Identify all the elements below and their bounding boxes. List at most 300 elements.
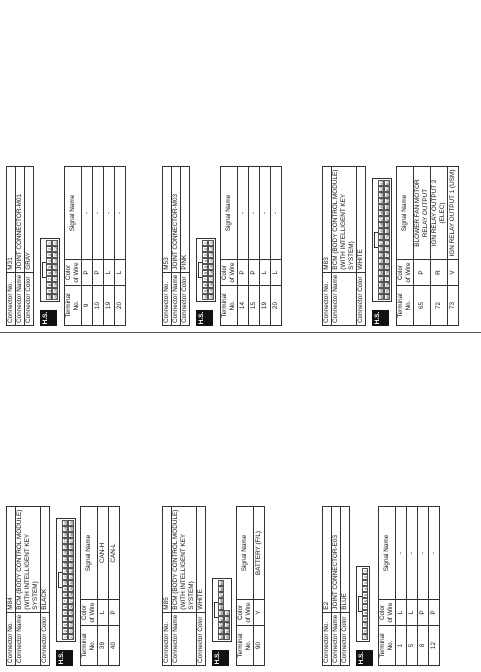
pin: 3 xyxy=(48,253,52,257)
header-value-color: BLACK xyxy=(41,507,50,613)
header-label: Connector Color xyxy=(25,272,34,325)
header-value-name: BCM (BODY CONTROL MODULE) (WITH INTELLIGENT KEY SYSTEM) xyxy=(172,507,197,613)
signal-name: BLOWER FAN MOTOR RELAY OUTPUT xyxy=(414,167,431,260)
header-value-color: WHITE xyxy=(197,507,206,613)
pin: 10 xyxy=(48,294,52,299)
pin: 50 xyxy=(380,234,384,239)
pin: 84 xyxy=(220,634,224,639)
pin-row xyxy=(384,180,390,300)
connector-face-row xyxy=(356,356,374,666)
pin-row xyxy=(68,520,74,640)
pin: 64 xyxy=(386,198,390,203)
pin: 52 xyxy=(380,246,384,251)
wire-color: P xyxy=(418,600,429,626)
col-color-of-wire: Color of Wire xyxy=(379,600,396,626)
terminal-row xyxy=(271,167,282,326)
pin: 10 xyxy=(64,580,68,585)
terminal-table xyxy=(396,166,459,326)
connector-face-row xyxy=(196,16,216,326)
connector-face-diagram xyxy=(356,566,370,642)
col-signal-name: Signal Name xyxy=(65,167,82,260)
terminal-table xyxy=(220,166,282,326)
col-color-of-wire: Color of Wire xyxy=(81,600,98,626)
pin: 80 xyxy=(386,294,390,299)
terminal-no: 19 xyxy=(104,286,115,326)
pin: 9 xyxy=(364,617,368,621)
wire-color: L xyxy=(98,600,109,626)
pin: 43 xyxy=(380,192,384,197)
signal-name: - xyxy=(249,167,260,260)
terminal-no: 9 xyxy=(82,286,93,326)
header-label: Connector Color xyxy=(41,612,50,665)
pin: 5 xyxy=(364,593,368,597)
pin: 3 xyxy=(364,581,368,585)
pin: 36 xyxy=(70,544,74,549)
pin: 55 xyxy=(380,264,384,269)
terminal-table xyxy=(80,506,120,666)
signal-name: IGN RELAY OUTPUT 2 (ELEC) xyxy=(431,167,448,260)
pin: 8 xyxy=(204,283,208,287)
signal-name: - xyxy=(82,167,93,260)
terminal-no: 15 xyxy=(249,286,260,326)
terminal-no: 19 xyxy=(260,286,271,326)
terminal-row xyxy=(448,167,459,326)
column-divider xyxy=(0,332,481,333)
connector-face-diagram xyxy=(372,178,392,302)
connector-block-m83 xyxy=(322,16,459,326)
pin: 28 xyxy=(70,592,74,597)
pin: 5 xyxy=(204,265,208,269)
wire-color: Y xyxy=(254,600,265,626)
signal-name: - xyxy=(260,167,271,260)
col-signal-name: Signal Name xyxy=(81,507,98,600)
wire-color: P xyxy=(249,260,260,286)
connector-face-diagram xyxy=(196,238,216,302)
connector-face-row xyxy=(56,356,76,666)
pin: 45 xyxy=(380,204,384,209)
pin: 21 xyxy=(70,634,74,639)
pin: 7 xyxy=(64,599,68,603)
pin: 58 xyxy=(380,282,384,287)
header-value-no: M84 xyxy=(7,507,16,613)
header-label: Connector No. xyxy=(163,612,172,665)
pin: 8 xyxy=(364,611,368,615)
header-label: Connector Name xyxy=(16,612,41,665)
terminal-row xyxy=(418,507,429,666)
pin: 9 xyxy=(64,587,68,591)
pin-row xyxy=(362,568,368,640)
pin: 79 xyxy=(386,288,390,293)
terminal-no: 10 xyxy=(93,286,104,326)
connector-header xyxy=(6,166,34,326)
terminal-no: 73 xyxy=(448,286,459,326)
wire-color: L xyxy=(104,260,115,286)
pin: 48 xyxy=(380,222,384,227)
pin: 11 xyxy=(364,629,368,633)
pin: 11 xyxy=(210,241,214,245)
connector-face-row xyxy=(40,16,60,326)
pin: 14 xyxy=(54,258,58,263)
pin: 56 xyxy=(380,270,384,275)
terminal-table xyxy=(236,506,265,666)
pin: 17 xyxy=(64,538,68,543)
connector-block-m31 xyxy=(6,16,126,326)
header-label: Connector No. xyxy=(163,272,172,325)
connector-face-row xyxy=(372,16,392,326)
header-value-no: E2 xyxy=(323,507,332,613)
pin: 42 xyxy=(380,186,384,191)
pin: 2 xyxy=(48,247,52,251)
header-value-name: JOINT CONNECTOR-E03 xyxy=(332,507,341,613)
header-value-no: M83 xyxy=(323,167,332,273)
pin: 30 xyxy=(70,580,74,585)
pin: 44 xyxy=(380,198,384,203)
pin: 92 xyxy=(226,616,230,621)
pin: 89 xyxy=(220,604,224,609)
col-terminal-no: Terminal No. xyxy=(81,626,98,666)
pin: 22 xyxy=(70,628,74,633)
wire-color: L xyxy=(396,600,407,626)
signal-name: - xyxy=(407,507,418,600)
connector-block-e2 xyxy=(322,356,440,666)
signal-name: IGN RELAY OUTPUT 1 (USM) xyxy=(448,167,459,260)
wire-color: L xyxy=(271,260,282,286)
pin: 83 xyxy=(220,628,224,633)
col-color-of-wire: Color of Wire xyxy=(397,260,414,286)
pin: 17 xyxy=(210,276,214,281)
pin: 40 xyxy=(70,520,74,525)
pin: 73 xyxy=(386,252,390,257)
pin: 59 xyxy=(380,288,384,293)
harness-side-icon: H.S. xyxy=(212,650,229,666)
pin: 67 xyxy=(386,216,390,221)
terminal-row xyxy=(260,167,271,326)
col-color-of-wire: Color of Wire xyxy=(237,600,254,626)
terminal-no: 20 xyxy=(271,286,282,326)
header-label: Connector No. xyxy=(323,272,332,325)
signal-name: - xyxy=(93,167,104,260)
pin: 90 xyxy=(220,610,224,615)
wire-color: P xyxy=(82,260,93,286)
terminal-row xyxy=(396,507,407,666)
pin: 39 xyxy=(70,526,74,531)
header-label: Connector No. xyxy=(7,272,16,325)
wire-color: V xyxy=(448,260,459,286)
harness-side-icon: H.S. xyxy=(56,650,73,666)
pin: 1 xyxy=(364,569,368,573)
col-terminal-no: Terminal No. xyxy=(237,626,254,666)
col-terminal-no: Terminal No. xyxy=(379,626,396,666)
terminal-row xyxy=(93,167,104,326)
header-value-no: M53 xyxy=(163,167,172,273)
pin: 13 xyxy=(64,562,68,567)
connector-header xyxy=(322,506,350,666)
terminal-no: 39 xyxy=(98,626,109,666)
pin: 27 xyxy=(70,598,74,603)
pin: 2 xyxy=(364,575,368,579)
pin: 29 xyxy=(70,586,74,591)
pin: 4 xyxy=(48,259,52,263)
pin: 1 xyxy=(64,635,68,639)
pin: 60 xyxy=(380,294,384,299)
pin: 62 xyxy=(386,186,390,191)
pin: 31 xyxy=(70,574,74,579)
pin: 10 xyxy=(204,294,208,299)
pin: 11 xyxy=(54,241,58,245)
pin: 20 xyxy=(210,294,214,299)
pin: 16 xyxy=(64,544,68,549)
pin: 2 xyxy=(204,247,208,251)
pin: 4 xyxy=(364,587,368,591)
terminal-row xyxy=(98,507,109,666)
pin: 24 xyxy=(70,616,74,621)
header-value-color: GRAY xyxy=(25,167,34,273)
connector-block-m84 xyxy=(6,356,120,666)
signal-name: - xyxy=(104,167,115,260)
connector-header xyxy=(322,166,366,326)
pin: 19 xyxy=(54,288,58,293)
col-signal-name: Signal Name xyxy=(221,167,238,260)
pin: 6 xyxy=(64,605,68,609)
header-value-no: M85 xyxy=(163,507,172,613)
terminal-row xyxy=(254,507,265,666)
connector-face-diagram xyxy=(56,518,76,642)
pin: 72 xyxy=(386,246,390,251)
terminal-no: 65 xyxy=(414,286,431,326)
pin: 16 xyxy=(54,270,58,275)
signal-name: - xyxy=(396,507,407,600)
col-terminal-no: Terminal No. xyxy=(221,286,238,326)
header-value-color: BLUE xyxy=(341,507,350,613)
signal-name: CAN-H xyxy=(98,507,109,600)
connector-face-diagram xyxy=(40,238,60,302)
pin: 17 xyxy=(54,276,58,281)
pin: 91 xyxy=(226,610,230,615)
pin-row xyxy=(52,240,58,300)
connector-header xyxy=(162,166,190,326)
header-label: Connector Color xyxy=(341,612,350,665)
pin: 2 xyxy=(64,629,68,633)
terminal-no: 40 xyxy=(109,626,120,666)
terminal-row xyxy=(109,507,120,666)
header-value-color: WHITE xyxy=(357,167,366,273)
pin: 86 xyxy=(220,586,224,591)
pin: 18 xyxy=(64,532,68,537)
header-value-name: BCM (BODY CONTROL MODULE) (WITH INTELLIGENT KEY SYSTEM) xyxy=(16,507,41,613)
col-terminal-no: Terminal No. xyxy=(65,286,82,326)
pin: 53 xyxy=(380,252,384,257)
pin: 78 xyxy=(386,282,390,287)
terminal-row xyxy=(82,167,93,326)
header-value-name: JOINT CONNECTOR-M03 xyxy=(172,167,181,273)
pin: 25 xyxy=(70,610,74,615)
pin: 14 xyxy=(210,258,214,263)
wire-color: P xyxy=(93,260,104,286)
connector-header xyxy=(162,506,206,666)
pin: 16 xyxy=(210,270,214,275)
terminal-row xyxy=(431,167,448,326)
pin: 23 xyxy=(70,622,74,627)
header-label: Connector Name xyxy=(172,272,181,325)
pin: 20 xyxy=(64,520,68,525)
pin: 4 xyxy=(204,259,208,263)
wire-color: P xyxy=(414,260,431,286)
terminal-no: 72 xyxy=(431,286,448,326)
connector-block-m85 xyxy=(162,356,265,666)
terminal-table xyxy=(64,166,126,326)
col-color-of-wire: Color of Wire xyxy=(221,260,238,286)
pin: 9 xyxy=(48,289,52,293)
pin: 87 xyxy=(220,592,224,597)
pin: 37 xyxy=(70,538,74,543)
header-value-color: PINK xyxy=(181,167,190,273)
pin: 63 xyxy=(386,192,390,197)
col-signal-name: Signal Name xyxy=(237,507,254,600)
pin: 65 xyxy=(386,204,390,209)
pin: 51 xyxy=(380,240,384,245)
header-label: Connector Name xyxy=(172,612,197,665)
pin: 54 xyxy=(380,258,384,263)
connector-header xyxy=(6,506,50,666)
connector-face-diagram xyxy=(212,578,232,642)
pin: 76 xyxy=(386,270,390,275)
col-terminal-no: Terminal No. xyxy=(397,286,414,326)
terminal-no: 12 xyxy=(429,626,440,666)
pin: 95 xyxy=(226,634,230,639)
terminal-row xyxy=(429,507,440,666)
pin: 82 xyxy=(220,622,224,627)
header-value-name: JOINT CONNECTOR-M01 xyxy=(16,167,25,273)
signal-name: - xyxy=(271,167,282,260)
pin: 32 xyxy=(70,568,74,573)
wire-color: L xyxy=(407,600,418,626)
pin: 35 xyxy=(70,550,74,555)
pin: 20 xyxy=(54,294,58,299)
wire-color: R xyxy=(431,260,448,286)
pin: 47 xyxy=(380,216,384,221)
pin: 7 xyxy=(364,605,368,609)
terminal-table xyxy=(378,506,440,666)
pin: 12 xyxy=(64,568,68,573)
header-label: Connector Name xyxy=(332,612,341,665)
pin: 12 xyxy=(54,246,58,251)
signal-name: - xyxy=(238,167,249,260)
connector-block-m53 xyxy=(162,16,282,326)
terminal-row xyxy=(115,167,126,326)
pin: 19 xyxy=(210,288,214,293)
wire-color: L xyxy=(115,260,126,286)
terminal-row xyxy=(238,167,249,326)
terminal-no: 20 xyxy=(115,286,126,326)
header-value-name: BCM (BODY CONTROL MODULE) (WITH INTELLIGENT KEY SYSTEM) xyxy=(332,167,357,273)
pin: 15 xyxy=(210,264,214,269)
pin: 8 xyxy=(48,283,52,287)
pin: 70 xyxy=(386,234,390,239)
pin: 11 xyxy=(64,575,68,579)
signal-name: BATTERY (F/L) xyxy=(254,507,265,600)
pin: 66 xyxy=(386,210,390,215)
terminal-row xyxy=(414,167,431,326)
pin: 34 xyxy=(70,556,74,561)
pin: 3 xyxy=(204,253,208,257)
signal-name: CAN-L xyxy=(109,507,120,600)
pin: 93 xyxy=(226,622,230,627)
signal-name: - xyxy=(429,507,440,600)
pin: 74 xyxy=(386,258,390,263)
pin: 15 xyxy=(64,550,68,555)
pin: 26 xyxy=(70,604,74,609)
pin: 15 xyxy=(54,264,58,269)
pin: 6 xyxy=(48,271,52,275)
terminal-no: 8 xyxy=(418,626,429,666)
terminal-row xyxy=(249,167,260,326)
wire-color: P xyxy=(238,260,249,286)
pin: 38 xyxy=(70,532,74,537)
connector-face-row xyxy=(212,356,232,666)
wire-color: P xyxy=(109,600,120,626)
terminal-no: 1 xyxy=(396,626,407,666)
pin-row xyxy=(208,240,214,300)
pin: 7 xyxy=(48,277,52,281)
pin: 6 xyxy=(204,271,208,275)
harness-side-icon: H.S. xyxy=(356,650,373,666)
pin: 8 xyxy=(64,593,68,597)
pin: 13 xyxy=(54,252,58,257)
header-label: Connector Name xyxy=(332,272,357,325)
pin: 88 xyxy=(220,598,224,603)
pin: 3 xyxy=(64,623,68,627)
terminal-no: 90 xyxy=(254,626,265,666)
terminal-row xyxy=(407,507,418,666)
terminal-no: 14 xyxy=(238,286,249,326)
signal-name: - xyxy=(418,507,429,600)
pin: 85 xyxy=(220,580,224,585)
pin: 94 xyxy=(226,628,230,633)
pin: 46 xyxy=(380,210,384,215)
pin: 41 xyxy=(380,180,384,185)
pin: 61 xyxy=(386,180,390,185)
pin: 1 xyxy=(48,241,52,245)
col-signal-name: Signal Name xyxy=(379,507,396,600)
header-label: Connector Color xyxy=(197,612,206,665)
pin: 7 xyxy=(204,277,208,281)
col-color-of-wire: Color of Wire xyxy=(65,260,82,286)
pin: 69 xyxy=(386,228,390,233)
header-value-no: M31 xyxy=(7,167,16,273)
header-label: Connector Color xyxy=(357,272,366,325)
pin: 5 xyxy=(64,611,68,615)
pin: 14 xyxy=(64,556,68,561)
pin: 5 xyxy=(48,265,52,269)
header-label: Connector Color xyxy=(181,272,190,325)
pin: 57 xyxy=(380,276,384,281)
wire-color: P xyxy=(429,600,440,626)
pin: 68 xyxy=(386,222,390,227)
pin: 9 xyxy=(204,289,208,293)
header-label: Connector No. xyxy=(323,612,332,665)
terminal-no: 5 xyxy=(407,626,418,666)
wire-color: L xyxy=(260,260,271,286)
pin: 12 xyxy=(210,246,214,251)
harness-side-icon: H.S. xyxy=(40,310,57,326)
header-label: Connector No. xyxy=(7,612,16,665)
pin: 10 xyxy=(364,622,368,627)
harness-side-icon: H.S. xyxy=(372,310,389,326)
pin: 13 xyxy=(210,252,214,257)
header-label: Connector Name xyxy=(16,272,25,325)
pin: 18 xyxy=(54,282,58,287)
pin: 19 xyxy=(64,526,68,531)
